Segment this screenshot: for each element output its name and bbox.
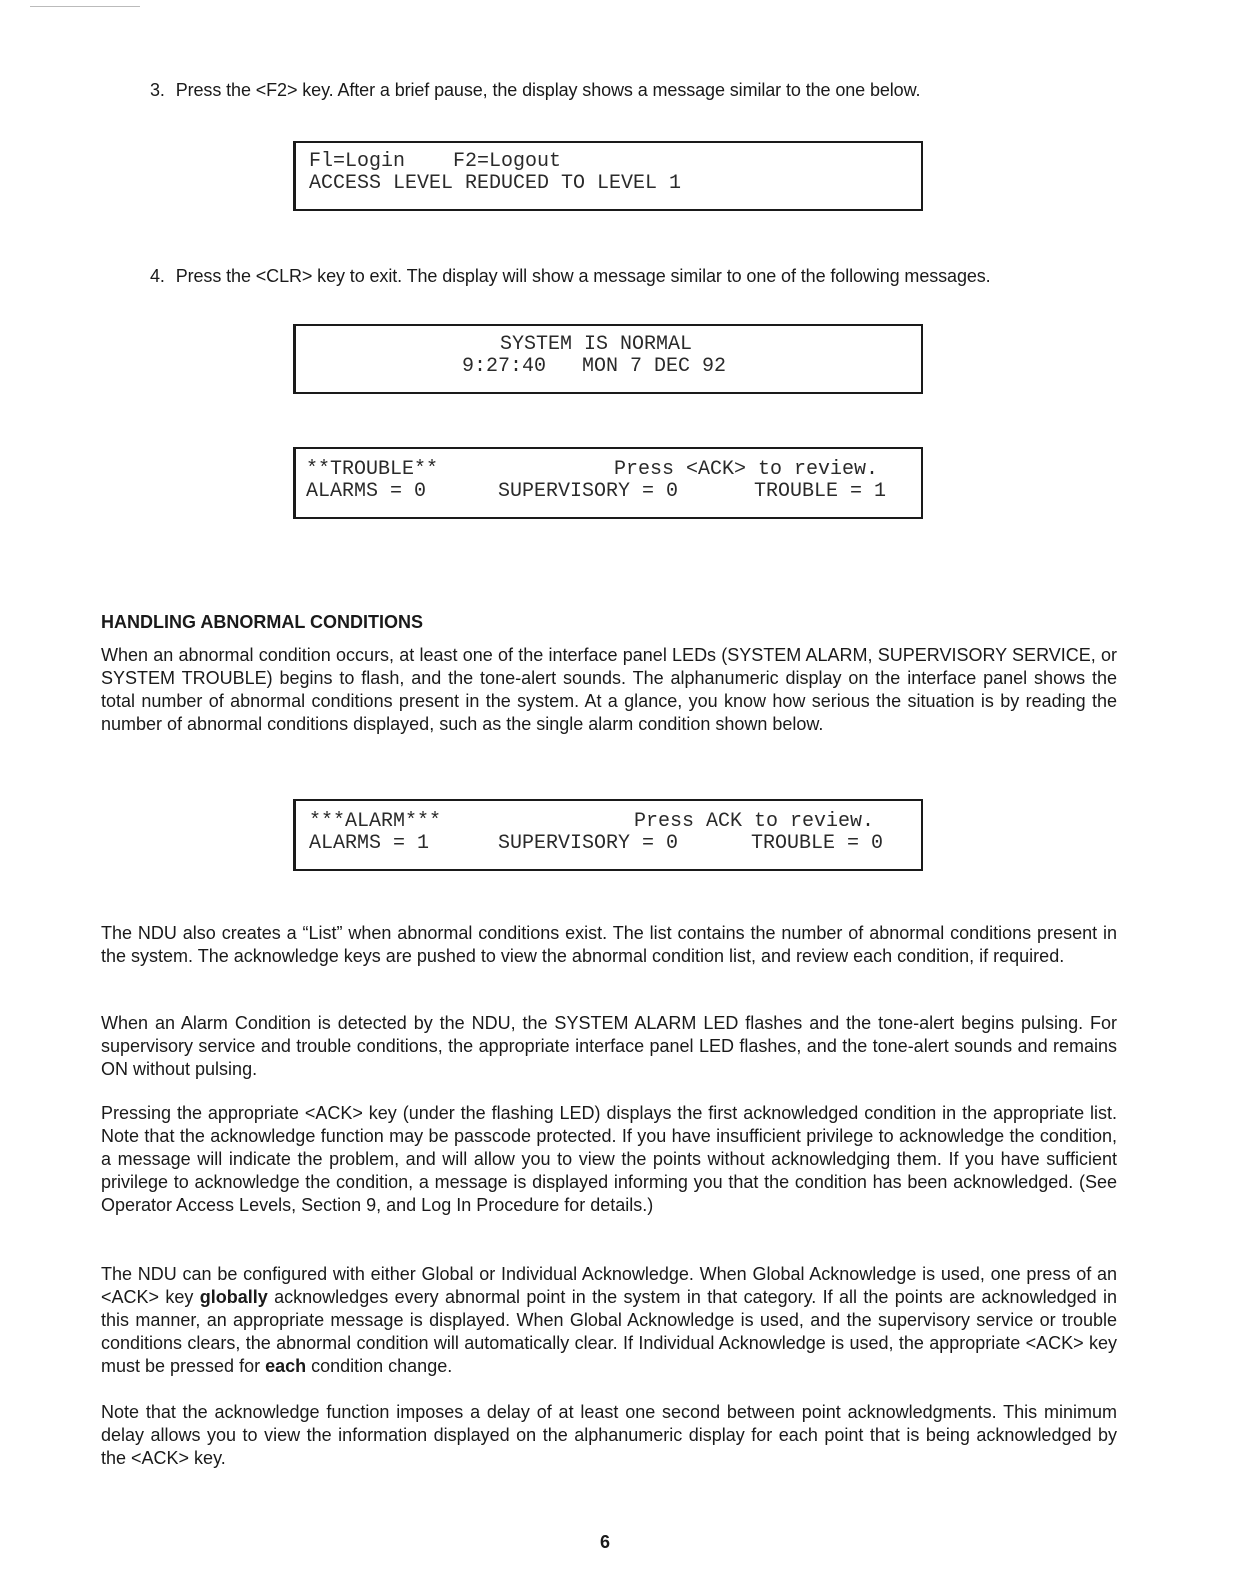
display-trouble-title: **TROUBLE** bbox=[306, 458, 439, 481]
display-normal-line2: 9:27:40 MON 7 DEC 92 bbox=[462, 355, 727, 378]
display-trouble bbox=[293, 447, 923, 519]
display-alarm bbox=[293, 799, 923, 871]
p4-text-a: The NDU can be configured with either Global or Individual Acknowledge. When Global Acknowledge is used, one press of an <ACK> key bbox=[101, 1264, 1117, 1307]
step-4-number: 4. bbox=[150, 266, 165, 286]
section-heading: HANDLING ABNORMAL CONDITIONS bbox=[101, 612, 423, 632]
display-alarm-trouble: TROUBLE = 0 bbox=[751, 832, 884, 855]
display-logout-line1: Fl=Login F2=Logout bbox=[309, 150, 562, 173]
display-trouble-supervisory: SUPERVISORY = 0 bbox=[498, 480, 679, 503]
acknowledge-paragraph: Pressing the appropriate <ACK> key (under the flashing LED) displays the first acknowledged condition in the appropriate list. Note that the acknowledge function may be passcode protected. If you have insufficient privilege to acknowledge the condition, a message will indicate the problem, and will allow you to view the points without acknowledging them. If you have sufficient privilege to acknowledge the condition, a message is displayed informing you that the condition has been acknowledged. (See Operator Access Levels, Section 9, and Log In Procedure for details.) bbox=[101, 1103, 1117, 1215]
display-logout bbox=[293, 141, 923, 211]
step-3-number: 3. bbox=[150, 80, 165, 100]
intro-paragraph: When an abnormal condition occurs, at least one of the interface panel LEDs (SYSTEM ALARM, SUPERVISORY SERVICE, or SYSTEM TROUBLE) begins to flash, and the tone-alert sounds. The alphanumeric display on the interface panel shows the total number of abnormal conditions present in the system. At a glance, you know how serious the situation is by reading the number of abnormal conditions displayed, such as the single alarm condition shown below. bbox=[101, 645, 1117, 734]
display-alarm-supervisory: SUPERVISORY = 0 bbox=[498, 832, 679, 855]
display-normal-line1: SYSTEM IS NORMAL bbox=[500, 333, 693, 356]
delay-paragraph: Note that the acknowledge function imposes a delay of at least one second between point acknowledgments. This minimum delay allows you to view the information displayed on the alphanumeric display for each point that is being acknowledged by the <ACK> key. bbox=[101, 1402, 1117, 1468]
display-logout-line2: ACCESS LEVEL REDUCED TO LEVEL 1 bbox=[309, 172, 682, 195]
display-alarm-title: ***ALARM*** bbox=[309, 810, 442, 833]
display-normal bbox=[293, 324, 923, 394]
p4-bold-each: each bbox=[265, 1356, 307, 1376]
step-3 bbox=[150, 79, 920, 101]
step-4 bbox=[150, 265, 991, 287]
display-alarm-prompt: Press ACK to review. bbox=[634, 810, 875, 833]
step-4-text: Press the <CLR> key to exit. The display will show a message similar to one of the following messages. bbox=[175, 266, 991, 286]
p4-text-c: condition change. bbox=[306, 1356, 453, 1376]
step-3-text: Press the <F2> key. After a brief pause, the display shows a message similar to the one below. bbox=[175, 80, 921, 100]
p4-bold-globally: globally bbox=[199, 1287, 268, 1307]
page-number: 6 bbox=[600, 1532, 611, 1552]
display-trouble-alarms: ALARMS = 0 bbox=[306, 480, 427, 503]
display-alarm-alarms: ALARMS = 1 bbox=[309, 832, 430, 855]
display-trouble-trouble: TROUBLE = 1 bbox=[754, 480, 887, 503]
p4-text-b: acknowledges every abnormal point in the system in that category. If all the points are acknowledged in this manner, an appropriate message is displayed. When Global Acknowledge is used, and the supervisory service or trouble conditions clears, the abnormal condition will automatically clear. If Individual Acknowledge is used, the appropriate <ACK> key must be pressed for bbox=[101, 1287, 1117, 1376]
scan-artifact-line bbox=[30, 6, 140, 7]
global-acknowledge-paragraph bbox=[101, 1263, 1117, 1378]
list-paragraph: The NDU also creates a “List” when abnormal conditions exist. The list contains the number of abnormal conditions present in the system. The acknowledge keys are pushed to view the abnormal condition list, and review each condition, if required. bbox=[101, 923, 1117, 966]
alarm-condition-paragraph: When an Alarm Condition is detected by the NDU, the SYSTEM ALARM LED flashes and the tone-alert begins pulsing. For supervisory service and trouble conditions, the appropriate interface panel LED flashes, and the tone-alert sounds and remains ON without pulsing. bbox=[101, 1013, 1117, 1079]
display-trouble-prompt: Press <ACK> to review. bbox=[614, 458, 879, 481]
